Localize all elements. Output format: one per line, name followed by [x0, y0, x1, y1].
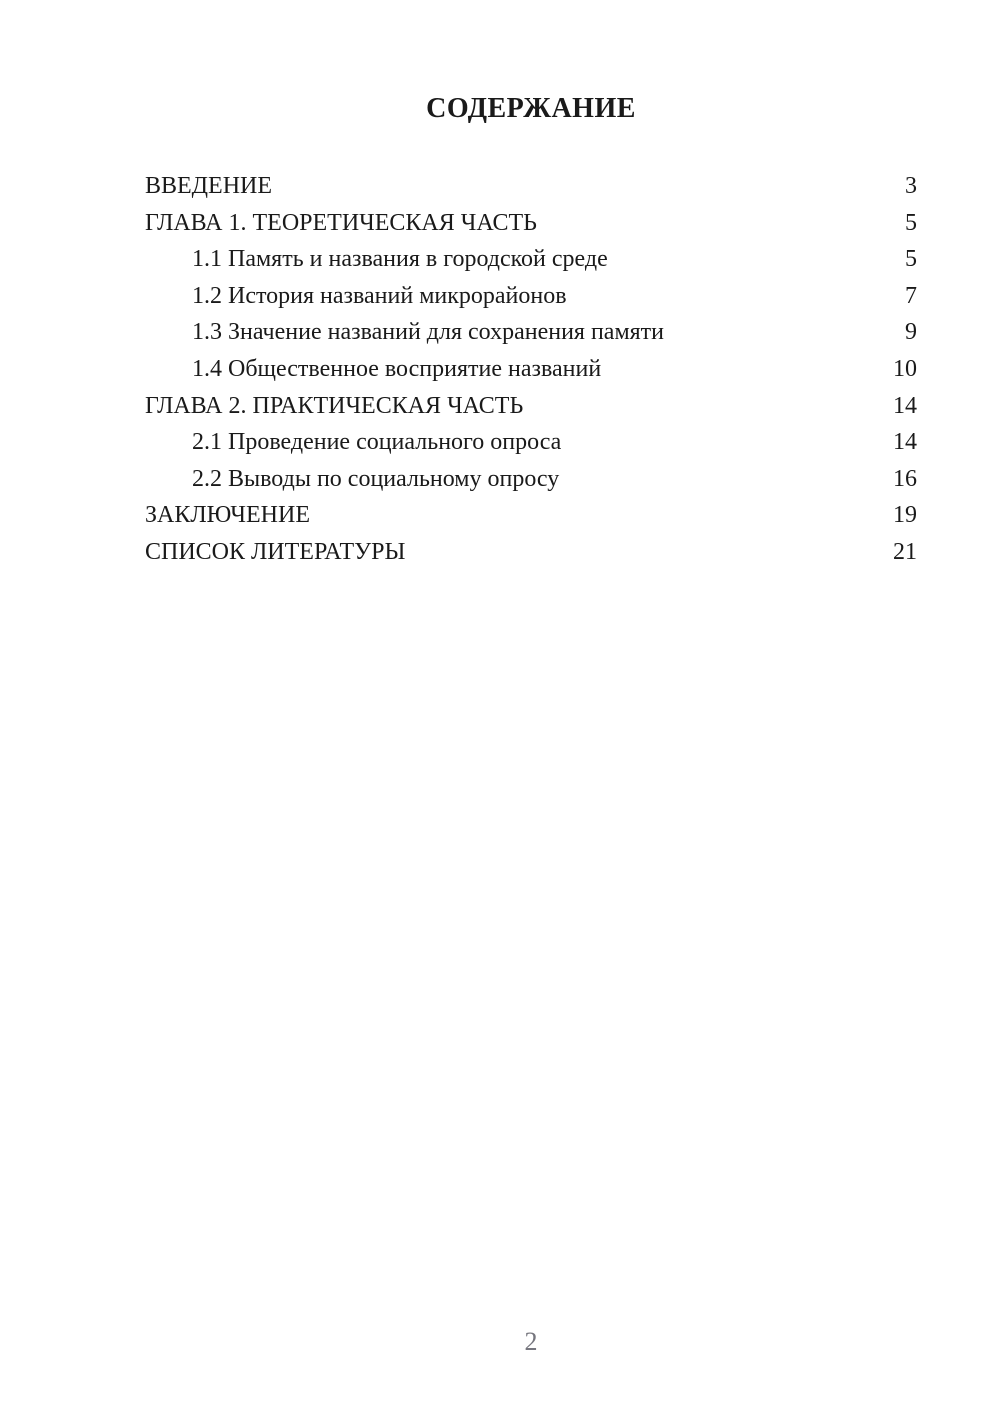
toc-entry-page: 5 — [905, 246, 917, 273]
toc-entry-page: 16 — [893, 465, 917, 492]
page-number: 2 — [524, 1327, 538, 1356]
toc-entry — [145, 205, 917, 242]
toc-entry — [145, 497, 917, 534]
toc-entry-label: ГЛАВА 2. ПРАКТИЧЕСКАЯ ЧАСТЬ — [145, 392, 524, 419]
toc-entry — [145, 388, 917, 425]
toc-entry-page: 3 — [905, 173, 917, 199]
toc-entry-label: 2.2 Выводы по социальному опросу — [192, 465, 560, 492]
toc-entry-label: 1.4 Общественное восприятие названий — [192, 355, 602, 382]
toc-entry-label: 1.2 История названий микрорайонов — [192, 282, 567, 309]
toc-entry — [145, 534, 917, 571]
toc-entry — [145, 278, 917, 315]
toc-entry — [145, 241, 917, 278]
toc-entry — [145, 351, 917, 388]
toc-entry-label: ВВЕДЕНИЕ — [145, 173, 273, 199]
toc-entry-page: 5 — [905, 209, 917, 236]
toc-entry — [145, 168, 917, 205]
toc-entry-page: 14 — [893, 392, 917, 419]
toc-entry-page: 19 — [893, 502, 917, 529]
toc-entry-label: СПИСОК ЛИТЕРАТУРЫ — [145, 538, 406, 565]
toc-entry-label: ЗАКЛЮЧЕНИЕ — [145, 502, 310, 529]
toc-entry — [145, 461, 917, 498]
toc-entry-page: 10 — [893, 355, 917, 382]
table-of-contents — [145, 168, 917, 571]
toc-entry-page: 21 — [893, 538, 917, 565]
page-title: СОДЕРЖАНИЕ — [426, 93, 636, 124]
toc-entry-label: 2.1 Проведение социального опроса — [192, 429, 562, 456]
toc-entry-label: 1.3 Значение названий для сохранения памяти — [192, 319, 665, 346]
toc-entry-label: ГЛАВА 1. ТЕОРЕТИЧЕСКАЯ ЧАСТЬ — [145, 209, 537, 236]
toc-entry-page: 9 — [905, 319, 917, 346]
toc-entry-page: 7 — [905, 282, 917, 309]
toc-entry-label: 1.1 Память и названия в городской среде — [192, 246, 608, 273]
toc-entry — [145, 314, 917, 351]
toc-entry — [145, 424, 917, 461]
toc-entry-page: 14 — [893, 429, 917, 456]
